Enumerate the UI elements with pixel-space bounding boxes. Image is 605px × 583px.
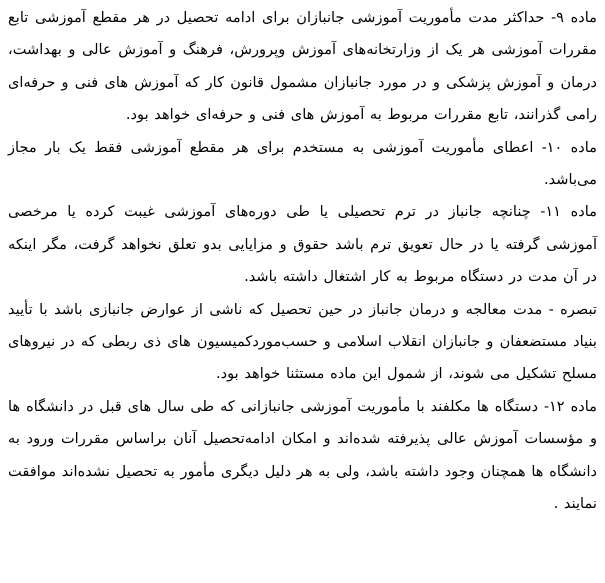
article-12-paragraph: ماده ۱۲- دستگاه ها مکلفند با مأموریت آموزشی جانبازانی که طی سال های قبل در دانشگاه ها و مؤسسات آموزش عالی پذیرفته شده‌اند و امکان ادامه‌تحصیل آنان براساس مقررات ورود به دانشگاه ها همچنان وجود داشته باشد، ولی به هر دلیل دیگری مأمور به تحصیل نشده‌اند موافقت نمایند . <box>8 397 597 513</box>
article-10-paragraph: ماده ۱۰- اعطای مأموریت آموزشی به مستخدم برای هر مقطع آموزشی فقط یک بار مجاز می‌باشد. <box>8 138 597 189</box>
article-9-paragraph: ماده ۹- حداکثر مدت مأموریت آموزشی جانبازان برای ادامه تحصیل در هر مقطع آموزشی تابع مقررات آموزشی هر یک از وزارتخانه‌های آموزش وپرورش، فرهنگ و آموزش عالی و بهداشت، درمان و آموزش پزشکی و در مورد جانبازان مشمول قانون کار که آموزش های فنی و حرفه‌ای رامی گذرانند، تابع مقررات مربوط به آموزش های فنی و حرفه‌ای خواهد بود. <box>8 9 597 124</box>
note-paragraph: تبصره - مدت معالجه و درمان جانباز در حین تحصیل که ناشی از عوارض جانبازی باشد با تأیید بنیاد مستضعفان و جانبازان انقلاب اسلامی و حسب‌موردکمیسیون های ذی ربطی که در نیروهای مسلح تشکیل می شوند، از شمول این ماده مستثنا خواهد بود. <box>8 300 597 383</box>
article-11-paragraph: ماده ۱۱- چنانچه جانباز در ترم تحصیلی یا طی دوره‌های آموزشی غیبت کرده یا مرخصی آموزشی گرفته یا در حال تعویق ترم باشد حقوق و مزایایی بدو تعلق نخواهد گرفت، مگر اینکه در آن مدت در دستگاه مربوط به کار اشتغال داشته باشد. <box>8 203 597 286</box>
